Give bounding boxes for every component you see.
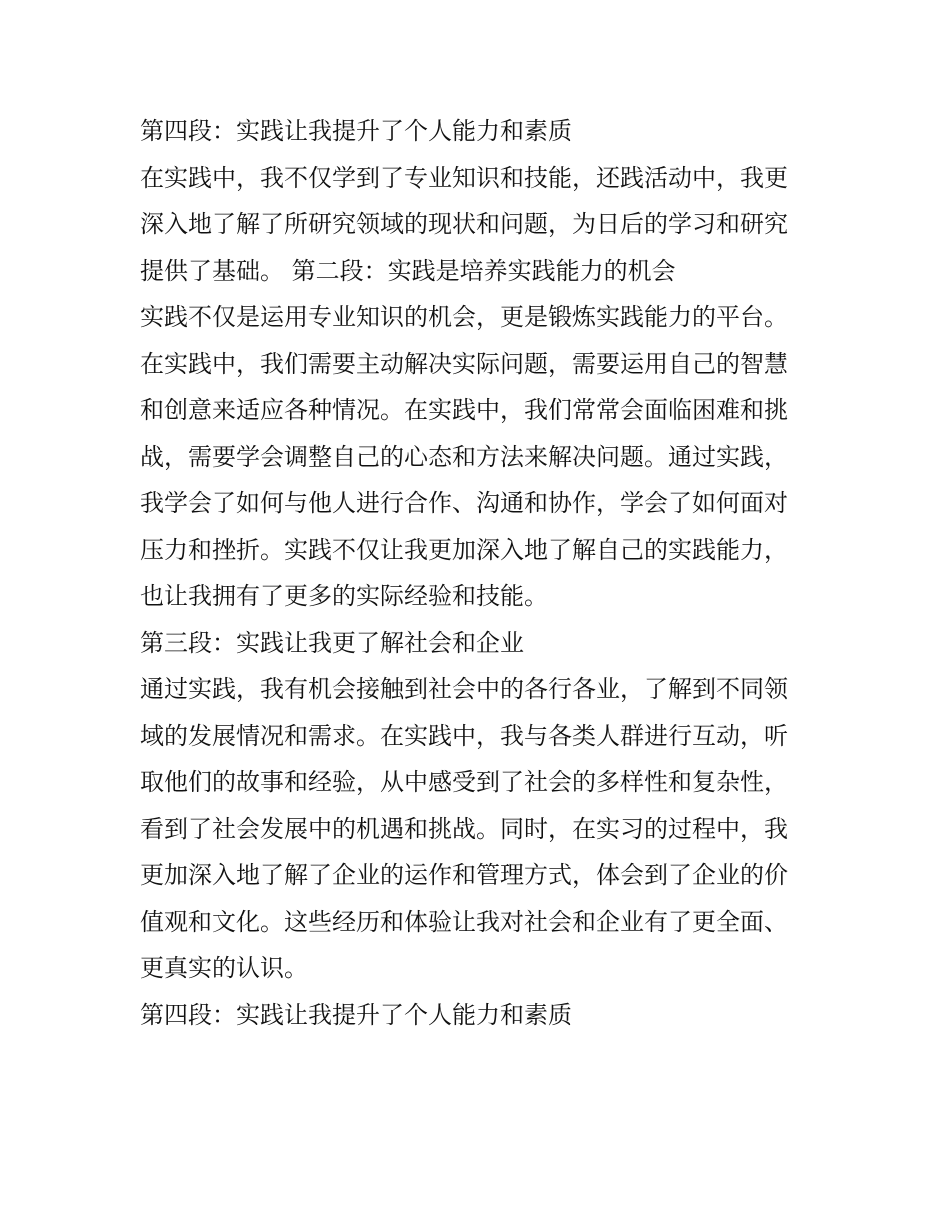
- text-line: 在实践中，我不仅学到了专业知识和技能，还践活动中，我更: [140, 163, 788, 192]
- text-line: 看到了社会发展中的机遇和挑战。同时，在实习的过程中，我: [140, 814, 788, 843]
- text-line: 压力和挫折。实践不仅让我更加深入地了解自己的实践能力，: [140, 535, 788, 564]
- text-line: 通过实践，我有机会接触到社会中的各行各业，了解到不同领: [140, 675, 788, 703]
- text-line: 更加深入地了解了企业的运作和管理方式，体会到了企业的价: [140, 861, 788, 889]
- text-line: 实践不仅是运用专业知识的机会，更是锻炼实践能力的平台。: [140, 303, 788, 331]
- text-line: 更真实的认识。: [140, 954, 308, 982]
- section-heading-4: 第四段：实践让我提升了个人能力和素质: [140, 117, 572, 145]
- text-line: 和创意来适应各种情况。在实践中，我们常常会面临困难和挑: [140, 396, 788, 424]
- text-line: 取他们的故事和经验，从中感受到了社会的多样性和复杂性，: [140, 768, 788, 796]
- text-line: 战，需要学会调整自己的心态和方法来解决问题。通过实践，: [140, 442, 788, 471]
- document-body: [140, 108, 820, 1038]
- text-line: 也让我拥有了更多的实际经验和技能。: [140, 582, 548, 610]
- text-line: 在实践中，我们需要主动解决实际问题，需要运用自己的智慧: [140, 349, 788, 378]
- section-heading-4-repeat: 第四段：实践让我提升了个人能力和素质: [140, 1000, 572, 1029]
- text-line: 域的发展情况和需求。在实践中，我与各类人群进行互动，听: [140, 721, 788, 750]
- section-heading-3: 第三段：实践让我更了解社会和企业: [140, 628, 524, 657]
- text-line: 我学会了如何与他人进行合作、沟通和协作，学会了如何面对: [140, 489, 788, 517]
- text-line: 提供了基础。 第二段：实践是培养实践能力的机会: [140, 256, 676, 285]
- text-line: 深入地了解了所研究领域的现状和问题，为日后的学习和研究: [140, 210, 788, 238]
- text-line: 值观和文化。这些经历和体验让我对社会和企业有了更全面、: [140, 907, 788, 936]
